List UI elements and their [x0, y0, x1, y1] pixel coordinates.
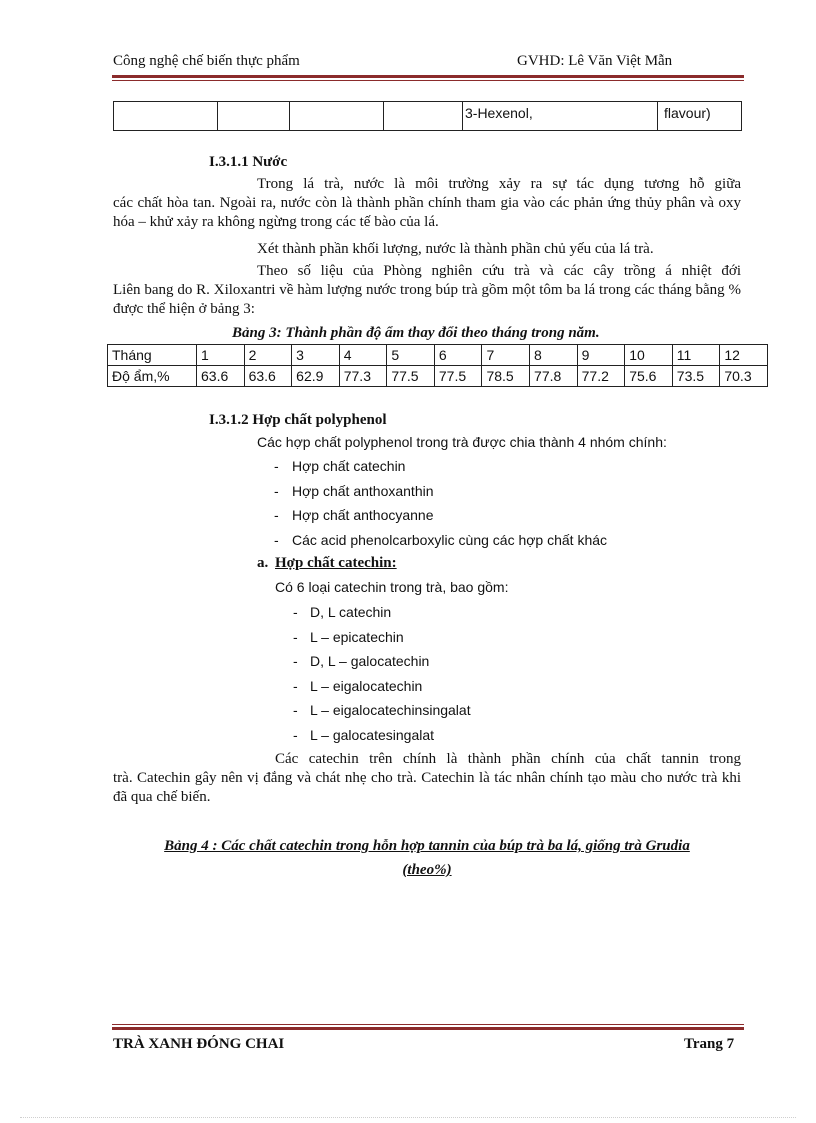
table3-value-cell: 70.3	[720, 366, 768, 387]
continued-table-cell	[218, 102, 290, 131]
list-item: - Hợp chất catechin	[274, 458, 406, 474]
page-bottom-dotted-line	[20, 1117, 796, 1118]
list-item: - D, L catechin	[293, 604, 392, 620]
header-rule-thin	[112, 80, 744, 81]
table3-month-cell: 12	[720, 345, 768, 366]
table3-value-cell: 63.6	[244, 366, 292, 387]
list-item: - Các acid phenolcarboxylic cùng các hợp chất khác	[274, 531, 608, 548]
footer-rule-thin	[112, 1024, 744, 1025]
water-paragraph-1: Trong lá trà, nước là môi trường xảy ra sự tác dụng tương hỗ giữa các chất hòa tan. Ngoài ra, nước còn là thành phần chính tham gia vào các phản ứng thủy phân và oxy hóa – khử xảy ra không ngừng trong các tế bào của lá.	[113, 176, 741, 230]
water-paragraph-3: Theo số liệu của Phòng nghiên cứu trà và các cây trồng á nhiệt đới Liên bang do R. Xiloxantri về hàm lượng nước trong búp trà gồm một tôm ba lá trong các tháng bằng % được thể hiện ở bảng 3:	[113, 263, 741, 317]
footer-left-title: TRÀ XANH ĐÓNG CHAI	[113, 1036, 285, 1052]
table3-value-cell: 77.3	[339, 366, 387, 387]
table3-value-cell: 62.9	[292, 366, 340, 387]
catechin-paragraph: Các catechin trên chính là thành phần chính của chất tannin trong trà. Catechin gây nên vị đắng và chát nhẹ cho trà. Catechin là tác nhân chính tạo màu cho nước trà khi đã qua chế biến.	[113, 751, 741, 805]
table3-value-cell: 77.2	[577, 366, 625, 387]
continued-table-cell: flavour)	[658, 102, 742, 131]
subsection-title: Hợp chất catechin:	[275, 555, 397, 571]
table3-month-cell: 5	[387, 345, 435, 366]
footer-rule-thick	[112, 1027, 744, 1030]
water-paragraph-2: Xét thành phần khối lượng, nước là thành phần chủ yếu của lá trà.	[257, 241, 654, 257]
header-right-supervisor: GVHD: Lê Văn Việt Mẫn	[517, 53, 673, 69]
table3-value-cell: 77.5	[387, 366, 435, 387]
table3-value-cell: 77.8	[530, 366, 578, 387]
table3-month-cell: 4	[339, 345, 387, 366]
table3-header-label: Tháng	[108, 345, 197, 366]
section-heading-water: I.3.1.1 Nước	[209, 154, 288, 170]
footer-page-number: Trang 7	[684, 1036, 735, 1052]
table3-value-cell: 63.6	[197, 366, 245, 387]
table3-month-cell: 6	[434, 345, 482, 366]
continued-table-cell	[384, 102, 463, 131]
continued-table-cell	[114, 102, 218, 131]
continued-table	[113, 101, 742, 131]
header-left-title: Công nghệ chế biến thực phẩm	[113, 53, 300, 69]
list-item: - L – epicatechin	[293, 628, 404, 645]
table3-caption: Bảng 3: Thành phần độ ẩm thay đổi theo tháng trong năm.	[232, 325, 600, 341]
continued-table-cell: 3-Hexenol,	[463, 102, 658, 131]
table3-month-cell: 2	[244, 345, 292, 366]
list-item: - L – eigalocatechin	[293, 677, 423, 694]
polyphenol-intro: Các hợp chất polyphenol trong trà được chia thành 4 nhóm chính:	[257, 434, 667, 450]
section-heading-polyphenol: I.3.1.2 Hợp chất polyphenol	[209, 412, 387, 428]
subsection-heading-catechin	[257, 555, 397, 572]
polyphenol-group-list	[274, 458, 607, 556]
table3-month-cell: 7	[482, 345, 530, 366]
table3-value-cell: 73.5	[672, 366, 720, 387]
subsection-label: a.	[257, 555, 269, 571]
table3-value-cell: 78.5	[482, 366, 530, 387]
table3-value-cell: 75.6	[625, 366, 673, 387]
table3	[107, 344, 768, 387]
catechin-list	[293, 604, 471, 751]
catechin-intro: Có 6 loại catechin trong trà, bao gồm:	[275, 579, 509, 595]
table3-month-cell: 8	[530, 345, 578, 366]
table3-month-cell: 3	[292, 345, 340, 366]
table3-month-cell: 1	[197, 345, 245, 366]
table4-caption: Bảng 4 : Các chất catechin trong hỗn hợp tannin của búp trà ba lá, giống trà Grudia (theo%)	[164, 838, 690, 878]
list-item: - Hợp chất anthoxanthin	[274, 482, 434, 499]
list-item: - L – galocatesingalat	[293, 726, 435, 743]
list-item: - L – eigalocatechinsingalat	[293, 702, 471, 718]
header-rule-thick	[112, 75, 744, 78]
table3-month-cell: 9	[577, 345, 625, 366]
table3-row-label: Độ ẩm,%	[108, 366, 197, 387]
table3-month-cell: 10	[625, 345, 673, 366]
list-item: - Hợp chất anthocyanne	[274, 507, 434, 523]
table3-value-cell: 77.5	[434, 366, 482, 387]
continued-table-cell	[290, 102, 384, 131]
list-item: - D, L – galocatechin	[293, 653, 430, 669]
table3-month-cell: 11	[672, 345, 720, 366]
